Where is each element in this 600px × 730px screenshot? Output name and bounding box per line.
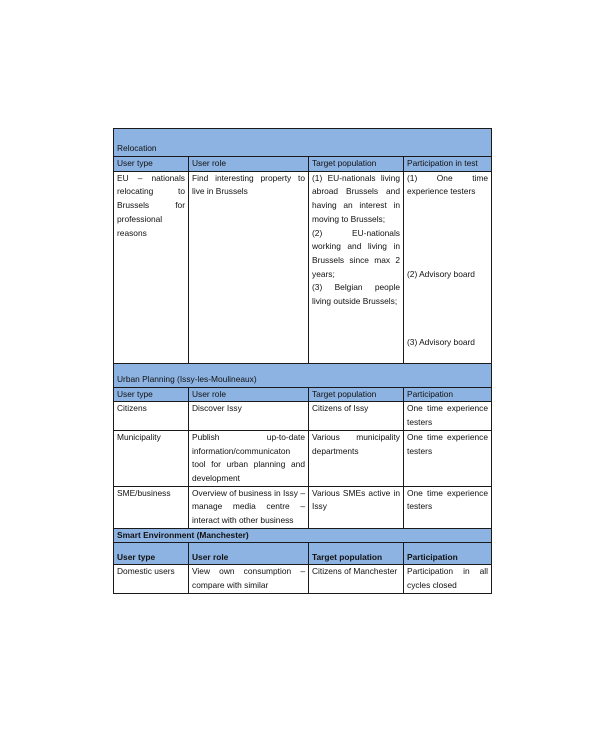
cell-user-type: EU – nationals relocating to Brussels for professional reasons (114, 171, 189, 363)
cell-target-population: Citizens of Manchester (309, 565, 404, 593)
header-target-population: Target population (309, 543, 404, 565)
cell-user-role: View own consumption – compare with similar (189, 565, 309, 593)
cell-user-type: SME/business (114, 486, 189, 528)
header-user-role: User role (189, 387, 309, 402)
table-row (114, 486, 492, 528)
cell-participation: One time experience testers (404, 430, 492, 486)
section-title-row (114, 528, 492, 543)
column-header-row (114, 543, 492, 565)
cell-user-type: Citizens (114, 402, 189, 430)
cell-participation: Participation in all cycles closed (404, 565, 492, 593)
column-header-row (114, 387, 492, 402)
header-user-type: User type (114, 387, 189, 402)
header-participation: Participation in test (404, 157, 492, 172)
cell-user-role: Publish up-to-date information/communicaton tool for urban planning and development (189, 430, 309, 486)
cell-target-population (309, 171, 404, 363)
user-groups-table (113, 128, 492, 594)
cell-participation: One time experience testers (404, 402, 492, 430)
table-row (114, 171, 492, 363)
participation-item-1: (1) One time experience testers (407, 172, 489, 197)
section-title-row (114, 129, 492, 157)
header-user-role: User role (189, 543, 309, 565)
header-user-role: User role (189, 157, 309, 172)
section-title-urban-planning: Urban Planning (Issy-les-Moulineaux) (114, 363, 492, 387)
participation-item-3: (3) Advisory board (407, 336, 475, 347)
header-user-type: User type (114, 157, 189, 172)
section-title-smart-environment: Smart Environment (Manchester) (114, 528, 492, 543)
cell-target-population: Various municipality departments (309, 430, 404, 486)
table-row (114, 402, 492, 430)
header-participation: Participation (404, 543, 492, 565)
header-target-population: Target population (309, 157, 404, 172)
header-target-population: Target population (309, 387, 404, 402)
cell-user-role: Discover Issy (189, 402, 309, 430)
cell-user-type: Municipality (114, 430, 189, 486)
cell-user-role: Overview of business in Issy – manage media centre – interact with other business (189, 486, 309, 528)
target-item-2: (2) EU-nationals working and living in Brussels since max 2 years; (312, 227, 400, 279)
table-row (114, 565, 492, 593)
header-user-type: User type (114, 543, 189, 565)
cell-participation: One time experience testers (404, 486, 492, 528)
target-item-1: (1) EU-nationals living abroad Brussels and having an interest in moving to Brussels; (312, 172, 400, 224)
header-participation: Participation (404, 387, 492, 402)
table-row (114, 430, 492, 486)
target-item-3: (3) Belgian people living outside Brussels; (312, 282, 400, 307)
section-title-row (114, 363, 492, 387)
cell-user-type: Domestic users (114, 565, 189, 593)
section-title-relocation: Relocation (114, 129, 492, 157)
participation-item-2: (2) Advisory board (407, 268, 475, 279)
cell-participation (404, 171, 492, 363)
cell-user-role: Find interesting property to live in Brussels (189, 171, 309, 363)
column-header-row (114, 157, 492, 172)
cell-target-population: Citizens of Issy (309, 402, 404, 430)
cell-target-population: Various SMEs active in Issy (309, 486, 404, 528)
